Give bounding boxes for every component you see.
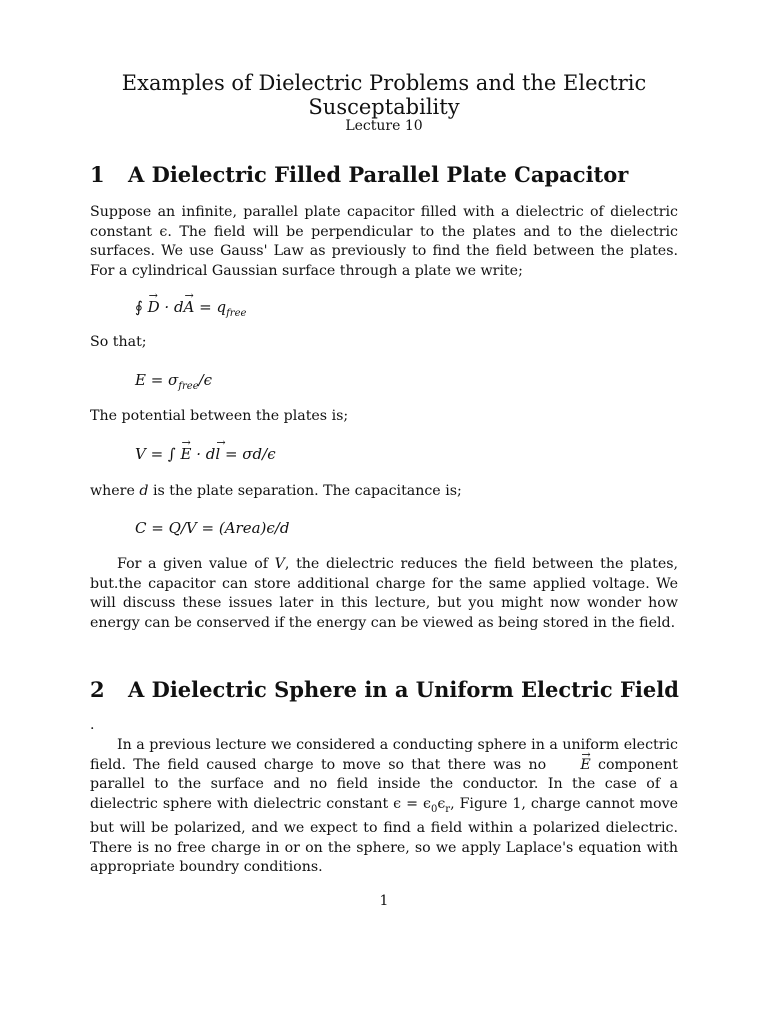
document-title: Examples of Dielectric Problems and the Electric Susceptability [121,71,647,119]
section-1-paragraph-1: Suppose an infinite, parallel plate capacitor filled with a dielectric of dielectric constant ϵ. The field will be perpendicular to the plates and to the dielectric surfaces. We use Gauss' Law as previously to find the field between the plates. For a cylindrical Gaussian surface through a plate we write; [90,204,678,279]
equation-potential: V = ∫ → E · d→ l = σd/ϵ [135,444,276,464]
section-2-title: A Dielectric Sphere in a Uniform Electric Field [128,677,679,702]
page-number: 1 [379,893,389,909]
equation-field: $E = \sigma_{free}/\epsilon$ [135,371,213,392]
section-2-heading [90,677,690,703]
section-1-title: A Dielectric Filled Parallel Plate Capacitor [128,162,629,187]
equation-gauss-law: ∮ → $D \cdot d\to A = q_{free}$ [135,297,246,324]
section-1-heading [90,162,690,188]
section-1-paragraph-2: So that; [90,334,147,350]
section-2-number: 2 [90,677,105,702]
section-2-dot: . [90,717,95,733]
section-2-paragraph-1: In a previous lecture we considered a conducting sphere in a uniform electric field. The field caused charge to move so that there was no → E component parallel to the surface and no field inside the conductor. In the case of a dielectric sphere with dielectric constant $\epsilon = \epsilon_0\epsilon_r$, Figure 1, charge cannot move but will be polarized, and we expect to find a field within a polarized dielectric. There is no free charge in or on the sphere, so we apply Laplace's equation with appropriate boundry conditions. [90,736,678,878]
equation-capacitance: C = Q/V = (Area)ϵ/d [135,519,290,537]
section-1-paragraph-4: where d is the plate separation. The capacitance is; [90,483,462,499]
section-1-paragraph-5: For a given value of V, the dielectric reduces the field between the plates, but.the capacitor can store additional charge for the same applied voltage. We will discuss these issues later in this lecture, but you might now wonder how energy can be conserved if the energy can be viewed as being stored in the field. [90,556,679,631]
section-1-paragraph-3: The potential between the plates is; [90,408,349,424]
section-1-number: 1 [90,162,105,187]
document-subtitle: Lecture 10 [345,118,423,134]
